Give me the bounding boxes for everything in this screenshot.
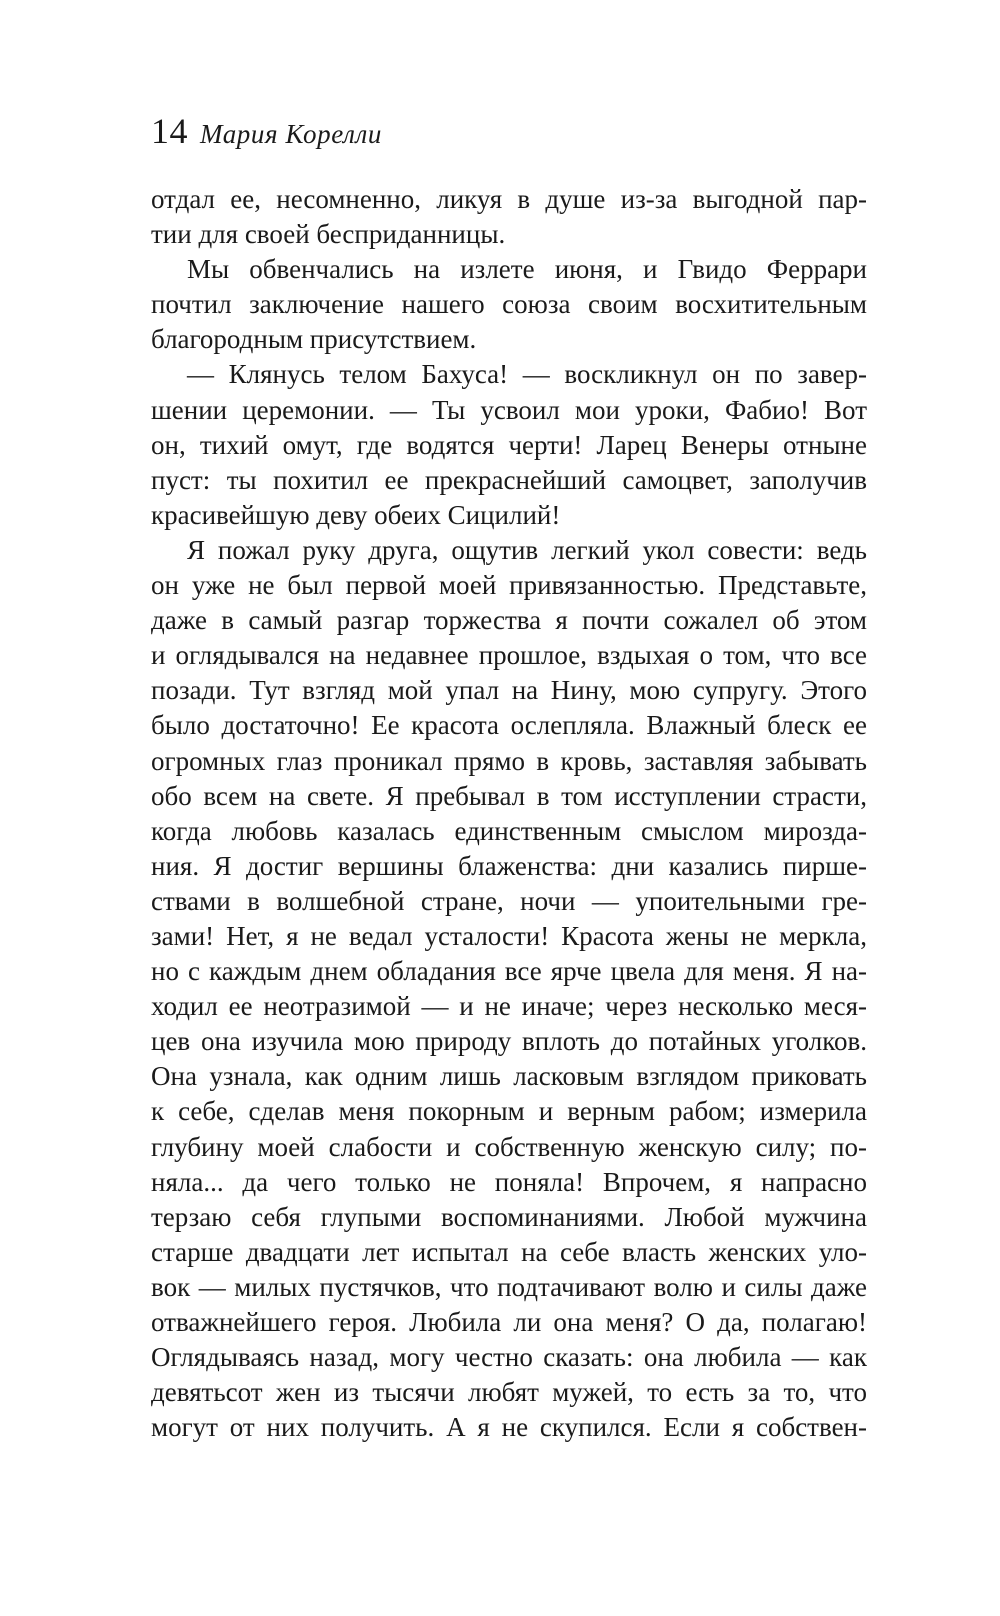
paragraph-4 bbox=[151, 533, 867, 1445]
text-line: отдал ее, несомненно, ликуя в душе из-за выгодной пар- bbox=[151, 184, 867, 214]
book-page bbox=[151, 110, 867, 1445]
text-line: было достаточно! Ее красота ослепляла. Влажный блеск ее bbox=[151, 710, 867, 741]
text-line: пуст: ты похитил ее прекраснейший самоцвет, заполучив bbox=[151, 464, 867, 495]
text-line: девятьсот жен из тысячи любят мужей, то есть за то, что bbox=[151, 1377, 867, 1408]
text-line: тии для своей бесприданницы. bbox=[151, 219, 506, 250]
text-line: он, тихий омут, где водятся черти! Ларец Венеры отныне bbox=[151, 429, 867, 460]
text-line: Она узнала, как одним лишь ласковым взглядом приковать bbox=[151, 1061, 867, 1092]
text-line: Мы обвенчались на излете июня, и Гвидо Феррари bbox=[187, 254, 867, 285]
text-line: старше двадцати лет испытал на себе власть женских уло- bbox=[151, 1236, 867, 1267]
text-line: красивейшую деву обеих Сицилий! bbox=[151, 499, 561, 530]
paragraph-3 bbox=[151, 357, 867, 532]
text-line: няла... да чего только не поняла! Впрочем, я напрасно bbox=[151, 1166, 867, 1197]
text-line: позади. Тут взгляд мой упал на Нину, мою супругу. Этого bbox=[151, 675, 867, 706]
text-line: отважнейшего героя. Любила ли она меня? О да, полагаю! bbox=[151, 1307, 867, 1337]
paragraph-1 bbox=[151, 182, 867, 252]
text-line: шении церемонии. — Ты усвоил мои уроки, Фабио! Вот bbox=[151, 394, 867, 425]
text-line: к себе, сделав меня покорным и верным рабом; измерила bbox=[151, 1096, 867, 1127]
paragraph-2 bbox=[151, 252, 867, 357]
text-line: ния. Я достиг вершины блаженства: дни казались пирше- bbox=[151, 850, 867, 881]
text-line: могут от них получить. А я не скупился. Если я собствен- bbox=[151, 1412, 867, 1443]
text-line: почтил заключение нашего союза своим восхитительным bbox=[151, 289, 867, 320]
author-name: Мария Корелли bbox=[200, 119, 382, 149]
text-line: он уже не был первой моей привязанностью. Представьте, bbox=[151, 570, 867, 601]
text-line: огромных глаз проникал прямо в кровь, заставляя забывать bbox=[151, 745, 867, 776]
text-line: даже в самый разгар торжества я почти сожалел об этом bbox=[151, 605, 867, 636]
text-line: — Клянусь телом Бахуса! — воскликнул он по завер- bbox=[187, 359, 867, 390]
text-line: вок — милых пустячков, что подтачивают волю и силы даже bbox=[151, 1271, 867, 1302]
text-line: обо всем на свете. Я пребывал в том исступлении страсти, bbox=[151, 780, 867, 811]
page-number: 14 bbox=[151, 111, 188, 151]
text-line: зами! Нет, я не ведал усталости! Красота жены не меркла, bbox=[151, 920, 867, 951]
text-line: цев она изучила мою природу вплоть до потайных уголков. bbox=[151, 1026, 867, 1057]
text-line: и оглядывался на недавнее прошлое, вздыхая о том, что все bbox=[151, 640, 867, 671]
text-line: терзаю себя глупыми воспоминаниями. Любой мужчина bbox=[151, 1201, 867, 1232]
text-line: ходил ее неотразимой — и не иначе; через несколько меся- bbox=[151, 991, 867, 1022]
running-head bbox=[151, 110, 867, 162]
text-line: когда любовь казалась единственным смыслом мирозда- bbox=[151, 815, 867, 846]
text-line: Я пожал руку друга, ощутив легкий укол совести: ведь bbox=[187, 534, 867, 565]
text-line: глубину моей слабости и собственную женскую силу; по- bbox=[151, 1131, 867, 1162]
text-line: Оглядываясь назад, могу честно сказать: она любила — как bbox=[151, 1342, 867, 1373]
body-text bbox=[151, 182, 867, 1445]
text-line: ствами в волшебной стране, ночи — упоительными гре- bbox=[151, 885, 867, 916]
text-line: но с каждым днем обладания все ярче цвела для меня. Я на- bbox=[151, 956, 867, 987]
text-line: благородным присутствием. bbox=[151, 324, 477, 355]
